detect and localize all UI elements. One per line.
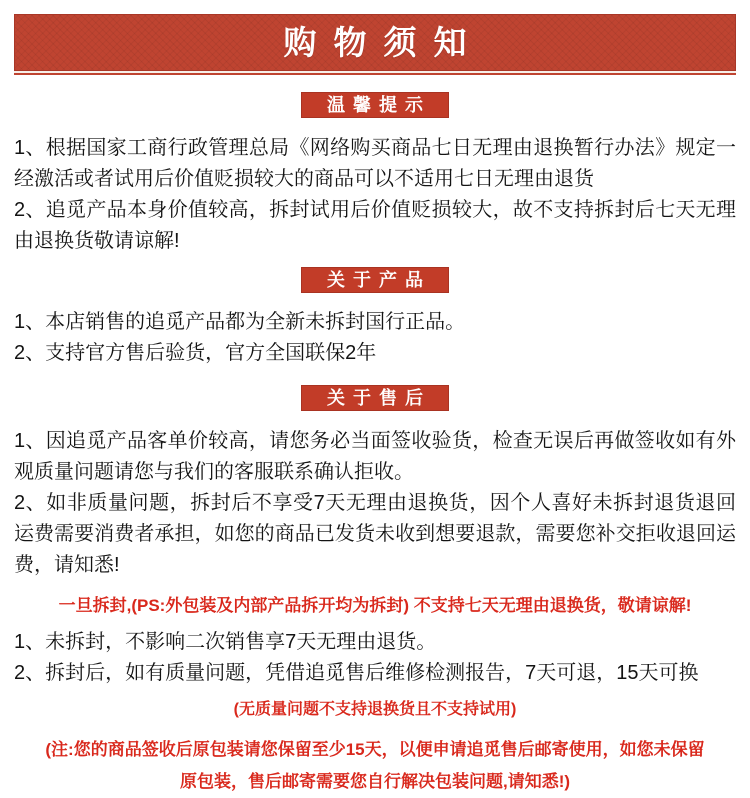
aftersales-paragraph-3: 1、未拆封，不影响二次销售享7天无理由退货。: [14, 631, 437, 653]
section-product-body: [0, 307, 750, 369]
aftersales-paragraph-2: 2、如非质量问题，拆封后不享受7天无理由退换货，因个人喜好未拆封退货退回运费需要消费者承担，如您的商品已发货未收到想要退款，需要您补交拒收退回运费，请知悉!: [14, 492, 736, 576]
tips-paragraph-1: 1、根据国家工商行政管理总局《网络购买商品七日无理由退换暂行办法》规定一经激活或者试用后价值贬损较大的商品可以不适用七日无理由退货: [14, 137, 736, 190]
section-badge-product: 关于产品: [301, 267, 449, 293]
tips-paragraph-2: 2、追觅产品本身价值较高，拆封试用后价值贬损较大，故不支持拆封后七天无理由退换货敬请谅解!: [14, 199, 736, 252]
section-badge-aftersales: 关于售后: [301, 385, 449, 411]
aftersales-return-rules: [0, 627, 750, 689]
unsealed-warning-text: 一旦拆封,(PS:外包装及内部产品拆开均为拆封) 不支持七天无理由退换货，敬请谅解!: [58, 596, 692, 615]
aftersales-paragraph-1: 1、因追觅产品客单价较高，请您务必当面签收验货，检查无误后再做签收如有外观质量问题请您与我们的客服联系确认拒收。: [14, 430, 736, 483]
section-badge-tips: 温馨提示: [301, 92, 449, 118]
keep-packaging-note: (注:您的商品签收后原包装请您保留至少15天，以便申请追觅售后邮寄使用，如您未保留原包装，售后邮寄需要您自行解决包装问题,请知悉!): [45, 740, 705, 791]
product-paragraph-2: 2、支持官方售后验货，官方全国联保2年: [14, 342, 377, 364]
no-quality-issue-note: (无质量问题不支持退换货且不支持试用): [233, 701, 517, 718]
section-aftersales-body: [0, 426, 750, 581]
product-paragraph-1: 1、本店销售的追觅产品都为全新未拆封国行正品。: [14, 311, 466, 333]
section-tips-body: [0, 133, 750, 257]
shopping-notice-page: [0, 14, 750, 795]
aftersales-paragraph-4: 2、拆封后，如有质量问题，凭借追觅售后维修检测报告，7天可退，15天可换: [14, 662, 699, 684]
page-title: 购物须知: [283, 24, 484, 61]
header-banner: [14, 14, 736, 71]
